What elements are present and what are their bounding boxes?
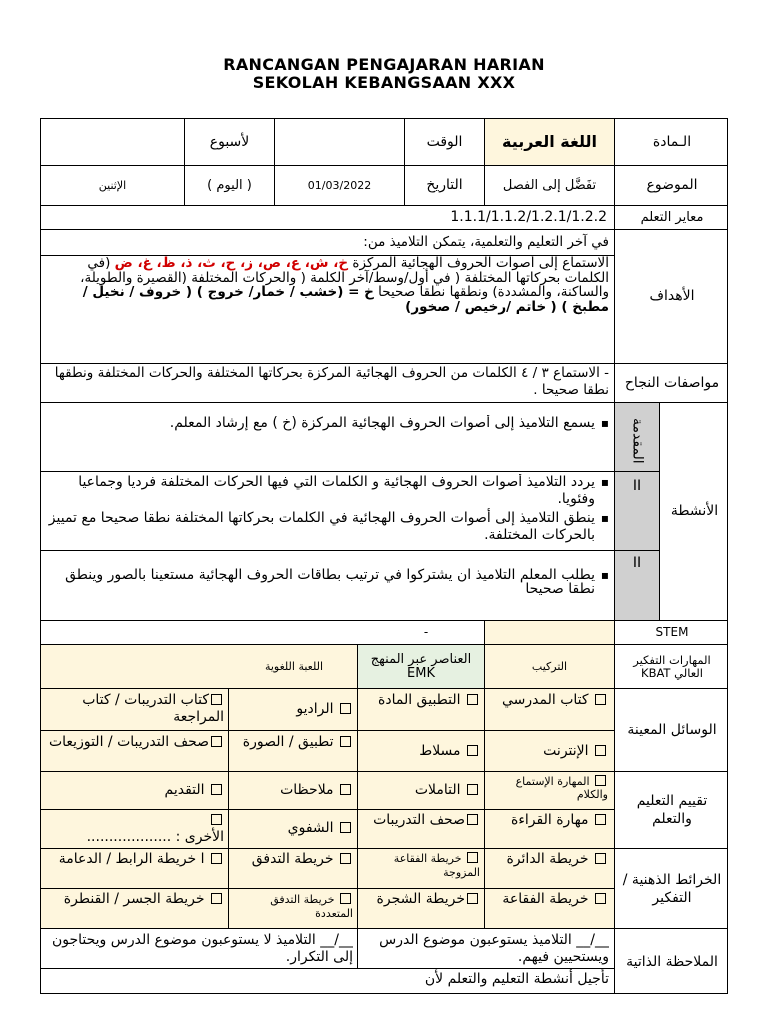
assess-reading: مهارة القراءة [485,810,612,848]
maps-label: الخرائط الذهنية / التفكير [622,871,722,906]
activities-label: الأنشطة [670,503,719,519]
objective-examples-b: خاتم /رخيص / صخور) [405,298,547,315]
assessment-label: تقييم التعليم والتعلم [636,793,708,827]
activities-stage-column [615,403,659,620]
time-label: الوقت [426,133,463,150]
assess-reflection: التاملات [358,772,484,809]
emk-value: اللعبة اللغوية [264,660,324,673]
activity-item-3: ▪ ينطق التلاميذ إلى أصوات الحروف الهجائية في الكلمات بحركاتها المختلفة نطقا صحيحا مع تمييز بالحركات المختلفة. [45,510,609,544]
activity-block-1 [45,415,609,467]
assess-presentation: التقديم [43,772,228,809]
objective-letters: خ، ش، ع، ص، ز، ح، ث، ذ، ظ، غ، ض [114,256,349,271]
date-label: التاريخ [426,177,463,193]
assess-exercises: صحف التدريبات [358,810,484,848]
assess-oral-checkbox[interactable] [340,822,351,833]
assess-reading-checkbox[interactable] [595,814,606,825]
day-value: الإثنين [98,179,127,192]
activity-item-2: ▪ يردد التلاميذ أصوات الحروف الهجائية و الكلمات التي فيها الحركات المختلفة فرديا وجماعيا وفئويا. [45,474,609,508]
map-bridge-brace-checkbox[interactable] [211,853,222,864]
document-title [0,56,768,92]
emk-label: العناصر عبر المنهج EMK [370,651,472,681]
objectives-intro: في آخر التعليم والتعلمية، يتمكن التلاميذ من: [363,234,609,250]
activity-item-4: ▪ يطلب المعلم التلاميذ أن يشتركوا في ترتيب بطاقات الحروف الهجائية مستعينا بالصور وينطق نطقا صحيحا [45,568,609,596]
assess-oral: الشفوي [229,810,357,848]
day-label: ( اليوم ) [207,178,252,193]
aid-worksheets: صحف التدريبات / التوزيعات [43,731,228,771]
map-double-bubble-checkbox[interactable] [467,852,478,863]
assess-observation-checkbox[interactable] [340,784,351,795]
reflection-postpone: تأجيل أنشطة التعليم والتعلم لأن [424,971,609,987]
aid-projector: مسلاط [358,731,484,771]
aid-workbook-checkbox[interactable] [211,694,222,705]
success-label: مواصفات النجاح [624,374,720,391]
date-value: 01/03/2022 [307,179,372,192]
objective-line-1: الاستماع إلى أصوات الحروف الهجائية المركزة [352,256,609,271]
aid-radio: الراديو [229,689,357,730]
activity-item-1: ▪ يسمع التلاميذ إلى أصوات الحروف الهجائية المركزة (خ ) مع إرشاد المعلم. [45,415,609,432]
objective-examples-a: خ = (خشب / خمار/ خروج ) ( خروف / نخيل / مطبخ ) ( [82,284,609,315]
activity-block-2 [45,474,609,548]
aid-app: التطبيق المادة [358,689,484,730]
map-flow: خريطة التدفق [229,849,357,888]
assess-listening: المهارة الإستماع والكلام [515,775,608,801]
success-value: - الاستماع ٣ / ٤ الكلمات من الحروف الهجائية المركزة بحركاتها المختلفة والحركات المختلفة ونطقها نطقا صحيحا . [54,365,609,398]
stage-marker-2: II [632,555,642,571]
assess-observation: ملاحظات [229,772,357,809]
time-value [275,119,404,165]
map-multi-flow-checkbox[interactable] [340,893,351,904]
reflection-understood: __/__ التلاميذ يستوعبون موضوع الدرس ويستحيين فيهم. [379,932,609,965]
topic-value: تفَضَّل إلى الفصل [502,178,597,193]
stem-value: - [423,625,429,639]
map-bubble: خريطة الفقاعة [485,889,612,928]
kbat-value: التركيب [531,660,568,673]
aid-internet: الإنترنت [485,731,612,771]
reflection-label: الملاحظة الذاتية [626,954,718,970]
title-line-1: RANCANGAN PENGAJARAN HARIAN [223,55,545,74]
aids-label: الوسائل المعينة [627,721,717,738]
map-tree-checkbox[interactable] [467,893,478,904]
stage-intro-label: المقدمة [629,418,646,464]
aid-textbook-checkbox[interactable] [595,694,606,705]
aid-image-app: تطبيق / الصورة [229,731,357,771]
week-label: لأسبوع [209,133,250,150]
stem-label: STEM [655,625,689,639]
map-flow-checkbox[interactable] [340,853,351,864]
objective-line-2: (في الكلمات بحركاتها المختلفة ( في أول/وسط/آخر الكلمة ( والحركات المختلفة (القصيرة والطويلة، والساكنة، والمشددة) ونطقها نطقا صحيحا [80,256,609,300]
aid-worksheets-checkbox[interactable] [211,736,222,747]
subject-label: الـمادة [652,133,692,150]
assess-presentation-checkbox[interactable] [211,784,222,795]
assess-other-checkbox[interactable] [211,814,222,825]
map-tree: خريطة الشجرة [358,889,484,928]
aid-textbook: كتاب المدرسي [485,689,612,730]
aid-workbook: كتاب التدريبات / كتاب المراجعة [82,692,224,725]
map-bridge: خريطة الجسر / القنطرة [43,889,228,928]
stage-marker-1: II [632,478,642,494]
assess-exercises-checkbox[interactable] [467,814,478,825]
map-bubble-checkbox[interactable] [595,893,606,904]
standards-value: 1.1.1/1.1.2/1.2.1/1.2.2 [450,209,607,225]
title-line-2: SEKOLAH KEBANGSAAN XXX [252,73,516,92]
objectives-body [45,256,609,363]
topic-label: الموضوع [646,177,698,193]
assess-reflection-checkbox[interactable] [467,784,478,795]
standards-label: معاير التعلم [640,210,704,225]
map-double-bubble: خريطة الفقاعة المزوجة [393,852,480,879]
activity-block-3 [45,568,609,618]
aid-projector-checkbox[interactable] [467,745,478,756]
aid-internet-checkbox[interactable] [595,745,606,756]
assess-listening-checkbox[interactable] [595,775,606,786]
aid-app-checkbox[interactable] [467,694,478,705]
reflection-not-understood: __/__ التلاميذ لا يستوعبون موضوع الدرس ويحتاجون إلى التكرار. [51,932,353,965]
week-value [41,119,184,165]
map-bridge-brace: ا خريطة الرابط / الدعامة [43,849,228,888]
map-bridge-checkbox[interactable] [211,893,222,904]
aid-radio-checkbox[interactable] [340,703,351,714]
map-circle-checkbox[interactable] [595,853,606,864]
assess-other: الأخرى : ................... [43,810,228,848]
lesson-plan-table [40,118,728,994]
aid-image-app-checkbox[interactable] [340,736,351,747]
subject-value: اللغة العربية [501,132,598,151]
map-multi-flow: خريطة التدفق المتعددة [270,893,353,920]
map-circle: خريطة الدائرة [485,849,612,888]
objectives-label: الأهداف [649,288,695,304]
kbat-label: المهارات التفكير العالي KBAT [633,652,711,680]
